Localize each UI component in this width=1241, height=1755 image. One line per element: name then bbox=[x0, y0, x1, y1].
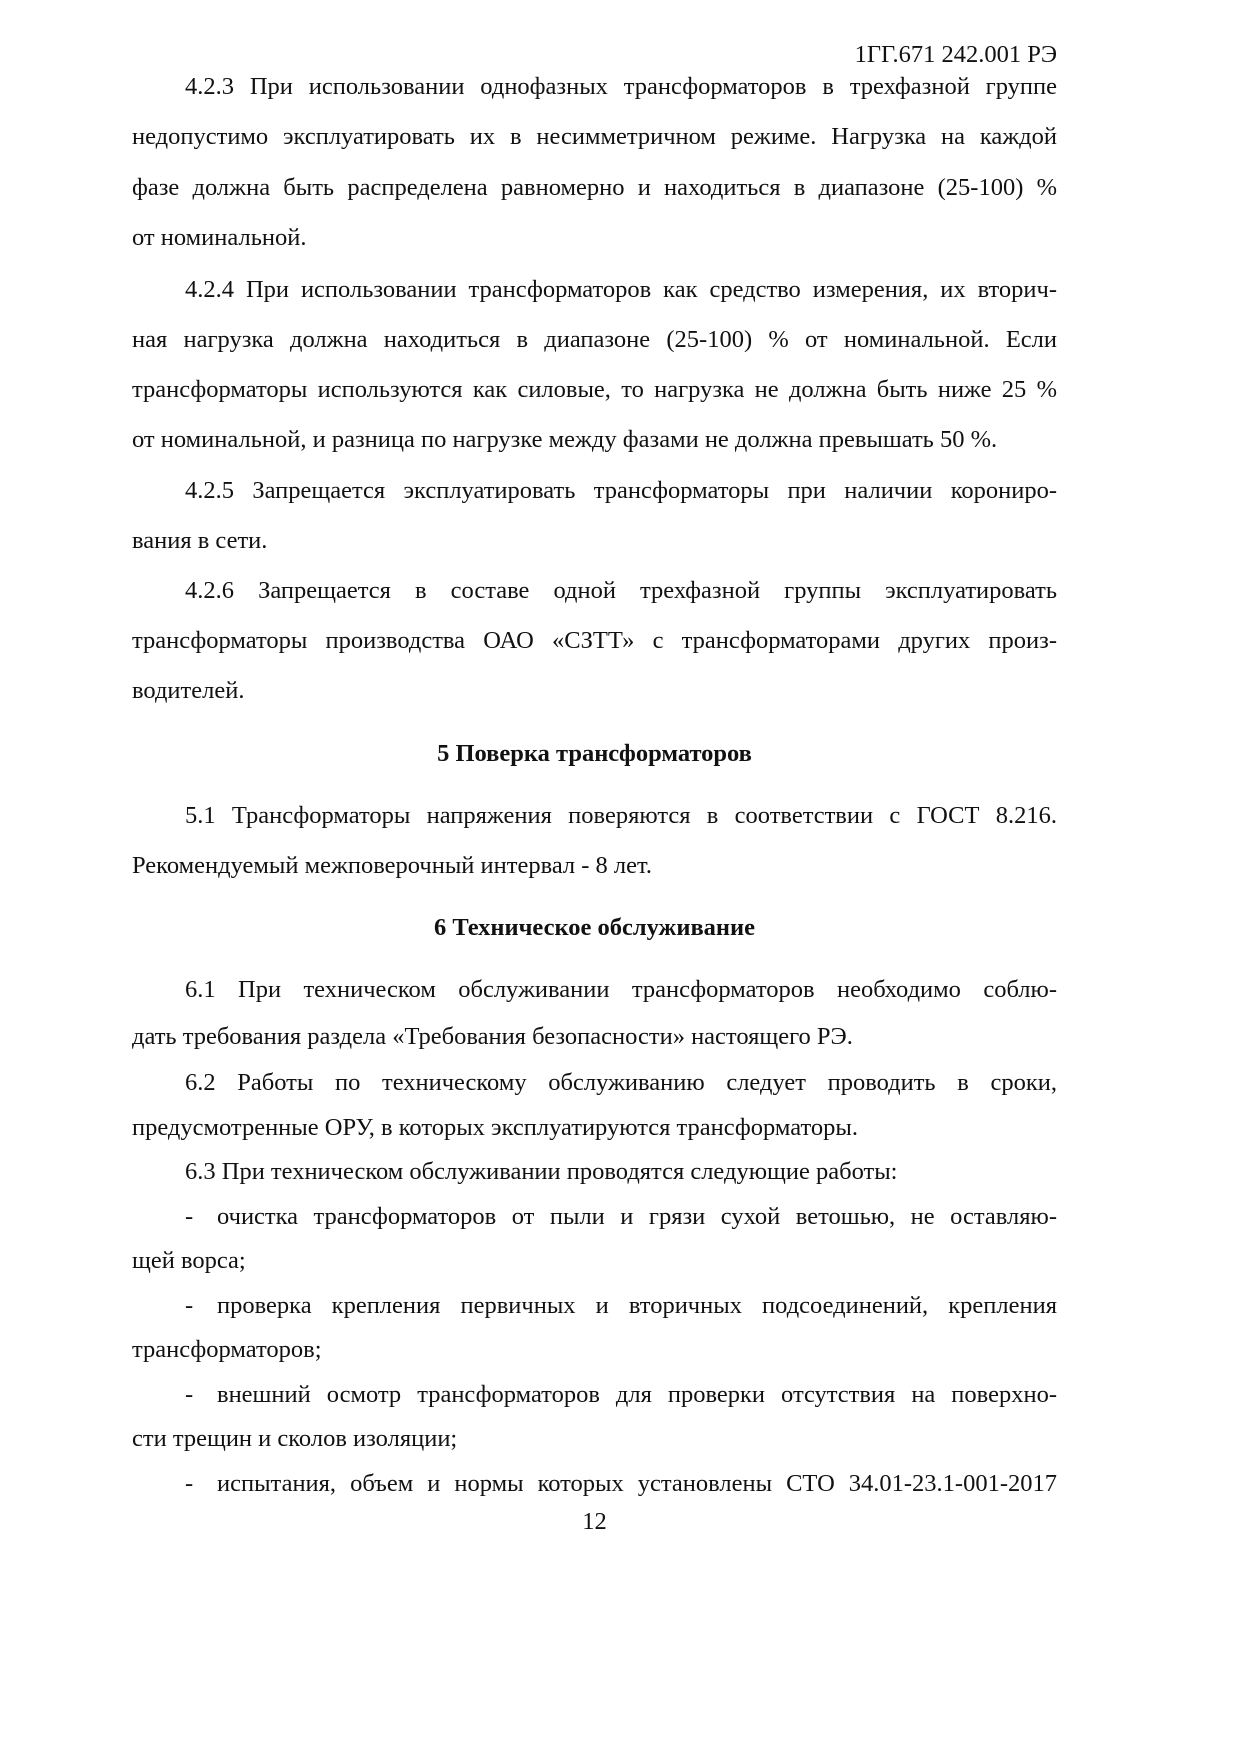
paragraph-line: фазе должна быть распределена равномерно и находиться в диапазоне (25-100) % bbox=[132, 174, 1057, 201]
paragraph-line: трансформаторы производства ОАО «СЗТТ» с трансформаторами других произ- bbox=[132, 627, 1057, 654]
list-dash: - bbox=[185, 1381, 194, 1408]
list-item-line bbox=[132, 1380, 1057, 1410]
paragraph-line: вания в сети. bbox=[132, 527, 268, 554]
list-item-line bbox=[132, 1291, 1057, 1321]
list-item-line bbox=[132, 1202, 1057, 1232]
paragraph-line: 4.2.6 Запрещается в составе одной трехфазной группы эксплуатировать bbox=[185, 577, 1057, 604]
paragraph-line: ная нагрузка должна находиться в диапазоне (25-100) % от номинальной. Если bbox=[132, 326, 1057, 353]
section-heading: 6 Техническое обслуживание bbox=[433, 914, 756, 941]
paragraph-line: 4.2.4 При использовании трансформаторов как средство измерения, их вторич- bbox=[185, 276, 1057, 303]
list-item-line: трансформаторов; bbox=[132, 1336, 322, 1363]
list-dash: - bbox=[185, 1470, 194, 1497]
paragraph-line: 6.1 При техническом обслуживании трансформаторов необходимо соблю- bbox=[185, 976, 1057, 1003]
list-dash: - bbox=[185, 1292, 194, 1319]
paragraph-line: от номинальной, и разница по нагрузке между фазами не должна превышать 50 %. bbox=[132, 426, 998, 453]
paragraph-line: 5.1 Трансформаторы напряжения поверяются в соответствии с ГОСТ 8.216. bbox=[185, 802, 1057, 829]
list-item-text: внешний осмотр трансформаторов для проверки отсутствия на поверхно- bbox=[217, 1381, 1057, 1408]
list-item-text: очистка трансформаторов от пыли и грязи сухой ветошью, не оставляю- bbox=[217, 1203, 1057, 1230]
paragraph-line: Рекомендуемый межповерочный интервал - 8 лет. bbox=[132, 852, 653, 879]
paragraph-line: трансформаторы используются как силовые, то нагрузка не должна быть ниже 25 % bbox=[132, 376, 1057, 403]
paragraph-line: водителей. bbox=[132, 677, 245, 704]
paragraph-line: дать требования раздела «Требования безопасности» настоящего РЭ. bbox=[132, 1023, 853, 1050]
paragraph-line: недопустимо эксплуатировать их в несимметричном режиме. Нагрузка на каждой bbox=[132, 123, 1057, 150]
paragraph-line: 4.2.5 Запрещается эксплуатировать трансформаторы при наличии корониро- bbox=[185, 477, 1057, 504]
list-item-line bbox=[132, 1469, 1057, 1499]
list-item-line: щей ворса; bbox=[132, 1247, 246, 1274]
paragraph-line: предусмотренные ОРУ, в которых эксплуатируются трансформаторы. bbox=[132, 1114, 858, 1141]
page-number: 12 bbox=[582, 1508, 607, 1535]
list-item-text: проверка крепления первичных и вторичных подсоединений, крепления bbox=[217, 1292, 1057, 1319]
paragraph-line: 6.3 При техническом обслуживании проводятся следующие работы: bbox=[185, 1158, 898, 1185]
paragraph-line: 6.2 Работы по техническому обслуживанию следует проводить в сроки, bbox=[185, 1069, 1057, 1096]
paragraph-line: 4.2.3 При использовании однофазных трансформаторов в трехфазной группе bbox=[185, 73, 1057, 100]
paragraph-line: от номинальной. bbox=[132, 224, 307, 251]
document-code: 1ГГ.671 242.001 РЭ bbox=[854, 41, 1057, 68]
list-item-text: испытания, объем и нормы которых установлены СТО 34.01-23.1-001-2017 bbox=[217, 1470, 1057, 1497]
section-heading: 5 Поверка трансформаторов bbox=[437, 740, 752, 767]
list-item-line: сти трещин и сколов изоляции; bbox=[132, 1425, 458, 1452]
list-dash: - bbox=[185, 1203, 194, 1230]
